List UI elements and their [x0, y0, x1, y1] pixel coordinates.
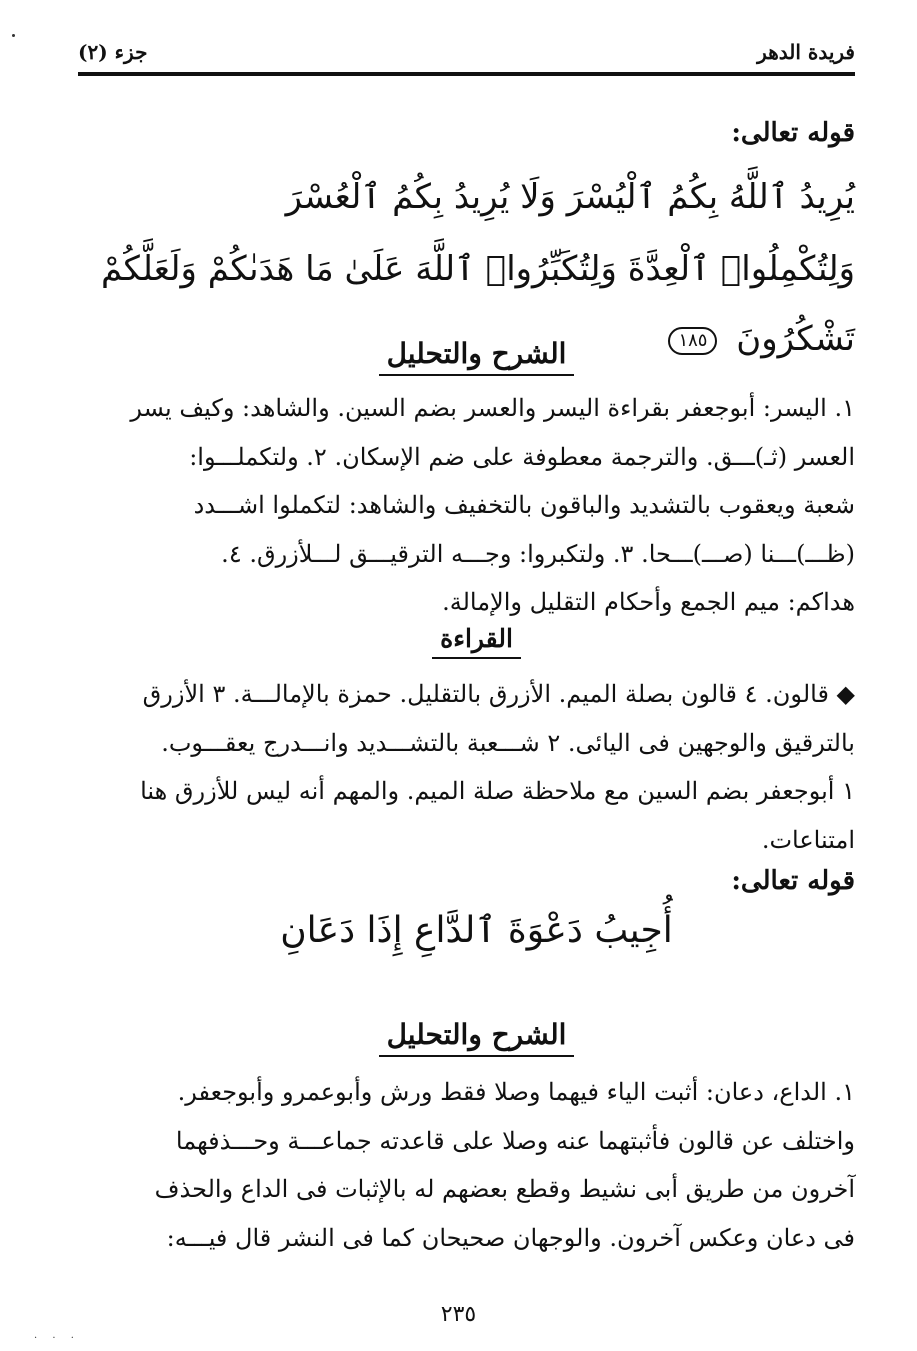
commentary-points — [98, 1068, 855, 1262]
text-line: شعبة ويعقوب بالتشديد والباقون بالتخفيف والشاهد: لتكملوا اشـــدد — [193, 491, 855, 519]
text-line: بالترقيق والوجهين فى اليائى. ٢ شـــعبة بالتشـــديد وانـــدرج يعقـــوب. — [161, 728, 855, 757]
section-heading — [98, 337, 855, 370]
running-header — [78, 28, 855, 72]
text-line: هداكم: ميم الجمع وأحكام التقليل والإمالة. — [442, 588, 855, 616]
header-rule — [78, 72, 855, 76]
text-line: واختلف عن قالون فأثبتهما عنه وصلا على قاعدته جماعـــة وحـــذفهما — [175, 1126, 855, 1155]
text-line: فى دعان وعكس آخرون. والوجهان صحيحان كما فى النشر قال فيـــه: — [166, 1223, 855, 1252]
reading-heading-text: القراءة — [432, 624, 521, 659]
said-label: قوله تعالى: — [731, 866, 855, 896]
text-line: (ظـــ)ـــنا (صـــ)ـــحا. ٣. ولتكبروا: وجـــه الترقيـــق لـــلأزرق. ٤. — [221, 539, 855, 568]
section-heading — [98, 1018, 855, 1051]
text-line: ١. الداع، دعان: أثبت الياء فيهما وصلا فقط ورش وأبوعمرو وأبوجعفر. — [177, 1078, 855, 1106]
text-line: ١. اليسر: أبوجعفر بقراءة اليسر والعسر بضم السين. والشاهد: وكيف يسر — [130, 394, 855, 422]
part-label: جزء (٢) — [78, 40, 148, 64]
heading-text: الشرح والتحليل — [379, 1018, 575, 1057]
reading-heading — [98, 624, 855, 653]
text-line: ◆ قالون. ٤ قالون بصلة الميم. الأزرق بالتقليل. حمزة بالإمالـــة. ٣ الأزرق — [142, 680, 855, 708]
text-line: ١ أبوجعفر بضم السين مع ملاحظة صلة الميم. والمهم أنه ليس للأزرق هنا — [140, 777, 855, 805]
text-line: آخرون من طريق أبى نشيط وقطع بعضهم له بالإثبات فى الداع والحذف — [154, 1175, 855, 1203]
verse: أُجِيبُ دَعْوَةَ ٱلدَّاعِ إِذَا دَعَانِ — [280, 910, 673, 951]
commentary-points — [98, 384, 855, 627]
scan-speck — [12, 34, 15, 37]
verse-line-1: يُرِيدُ ٱللَّهُ بِكُمُ ٱلْيُسْرَ وَلَا يُرِيدُ بِكُمُ ٱلْعُسْرَ — [285, 177, 855, 217]
page-number: ٢٣٥ — [440, 1302, 477, 1327]
book-title: فريدة الدهر — [757, 40, 855, 64]
text-line: امتناعات. — [761, 825, 855, 854]
heading-text: الشرح والتحليل — [379, 337, 575, 376]
ayah-number-badge: ١٨٥ — [668, 327, 717, 355]
verse-line-2-text: وَلِتُكْمِلُوا۟ ٱلْعِدَّةَ وَلِتُكَبِّرُوا۟ ٱللَّهَ عَلَىٰ مَا هَدَىٰكُمْ وَلَعَلَّكُمْ تَشْكُرُونَ — [101, 249, 855, 359]
scan-specks: · · · — [34, 1333, 80, 1344]
text-line: العسر (ثـ)ـــق. والترجمة معطوفة على ضم الإسكان. ٢. ولتكملـــوا: — [189, 442, 855, 471]
reading-notes — [98, 670, 855, 864]
said-label: قوله تعالى: — [731, 118, 855, 148]
